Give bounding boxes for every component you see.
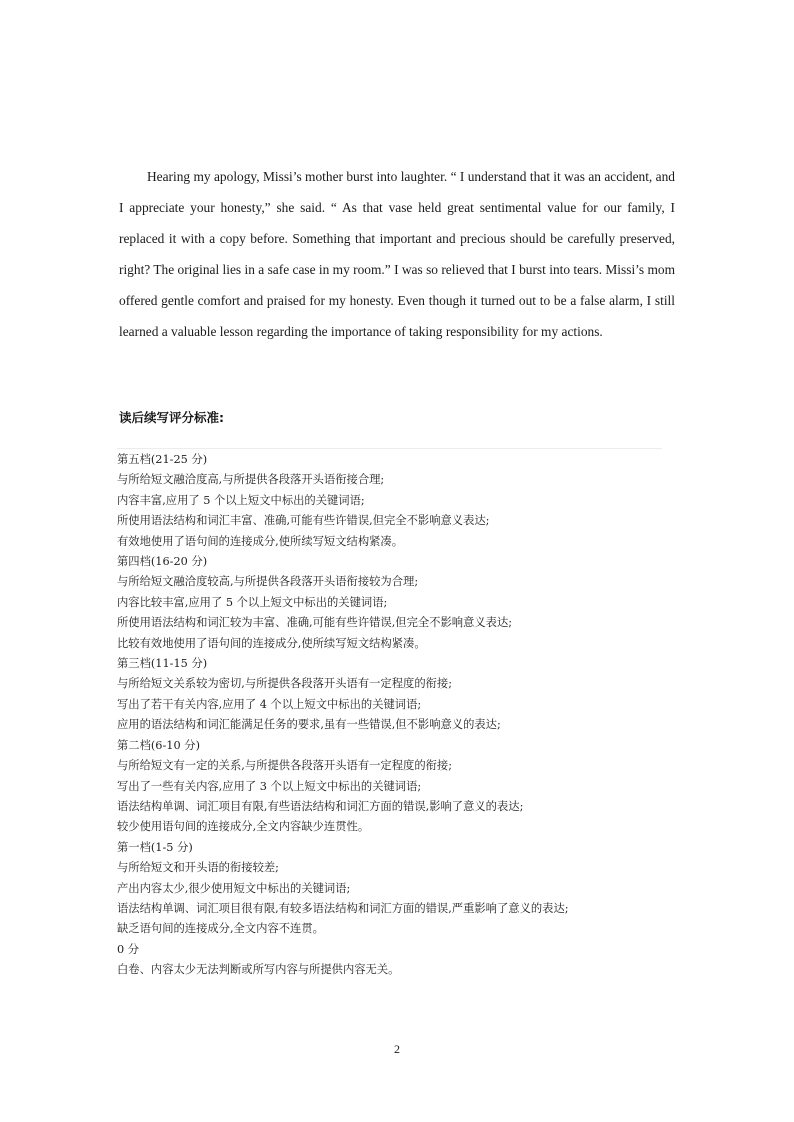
rubric-line: 与所给短文融洽度高,与所提供各段落开头语衔接合理; [117, 473, 385, 487]
rubric-line: 语法结构单调、词汇项目很有限,有较多语法结构和词汇方面的错误,严重影响了意义的表达; [117, 901, 569, 915]
rubric-line: 与所给短文有一定的关系,与所提供各段落开头语有一定程度的衔接; [117, 759, 453, 773]
rubric-line: 所使用语法结构和词汇较为丰富、准确,可能有些许错误,但完全不影响意义表达; [117, 616, 513, 630]
rubric-level-heading: 第三档(11-15 分) [117, 657, 208, 671]
rubric-line: 语法结构单调、词汇项目有限,有些语法结构和词汇方面的错误,影响了意义的表达; [117, 799, 524, 813]
rubric-level-heading: 第五档(21-25 分) [117, 453, 208, 466]
rubric-line: 与所给短文关系较为密切,与所提供各段落开头语有一定程度的衔接; [117, 677, 453, 691]
rubric-line: 缺乏语句间的连接成分,全文内容不连贯。 [117, 922, 324, 936]
rubric-line: 写出了若干有关内容,应用了 4 个以上短文中标出的关键词语; [117, 697, 422, 711]
page-number: 2 [394, 1042, 400, 1056]
rubric-line: 应用的语法结构和词汇能满足任务的要求,虽有一些错误,但不影响意义的表达; [117, 718, 501, 732]
story-paragraph-text: Hearing my apology, Missi’s mother burst into laughter. “ I understand that it was an accident, and I appreciate your honesty,” she said. “ As that vase held great sentimental value for our family, I replaced it with a copy before. Something that important and precious should be carefully preserved, right? The original lies in a safe case in my room.” I was so relieved that I burst into tears. Missi’s mom offered gentle comfort and praised for my honesty. Even though it turned out to be a false alarm, I still learned a valuable lesson regarding the importance of taking responsibility for my actions. [119, 169, 675, 339]
story-paragraph [119, 161, 675, 347]
rubric-line: 产出内容太少,很少使用短文中标出的关键词语; [117, 881, 351, 895]
rubric-line: 内容丰富,应用了 5 个以上短文中标出的关键词语; [117, 493, 365, 507]
rubric-level-heading: 第一档(1-5 分) [117, 840, 193, 854]
rubric-line: 白卷、内容太少无法判断或所写内容与所提供内容无关。 [117, 963, 400, 977]
rubric-line: 与所给短文和开头语的衔接较差; [117, 861, 279, 875]
rubric-line: 较少使用语句间的连接成分,全文内容缺少连贯性。 [117, 820, 370, 834]
rubric-line: 所使用语法结构和词汇丰富、准确,可能有些许错误,但完全不影响意义表达; [117, 514, 490, 528]
rubric-level-heading: 第四档(16-20 分) [117, 555, 208, 569]
rubric-line: 有效地使用了语句间的连接成分,使所续写短文结构紧凑。 [117, 534, 404, 548]
rubric-level-heading: 第二档(6-10 分) [117, 738, 200, 752]
rubric-list [117, 450, 677, 981]
rubric-top-divider [117, 448, 662, 449]
rubric-line: 写出了一些有关内容,应用了 3 个以上短文中标出的关键词语; [117, 779, 422, 793]
rubric-line: 内容比较丰富,应用了 5 个以上短文中标出的关键词语; [117, 595, 388, 609]
rubric-line: 与所给短文融洽度较高,与所提供各段落开头语衔接较为合理; [117, 575, 419, 589]
rubric-level-heading: 0 分 [117, 942, 140, 956]
rubric-heading: 读后续写评分标准: [119, 410, 224, 425]
rubric-line: 比较有效地使用了语句间的连接成分,使所续写短文结构紧凑。 [117, 636, 426, 650]
